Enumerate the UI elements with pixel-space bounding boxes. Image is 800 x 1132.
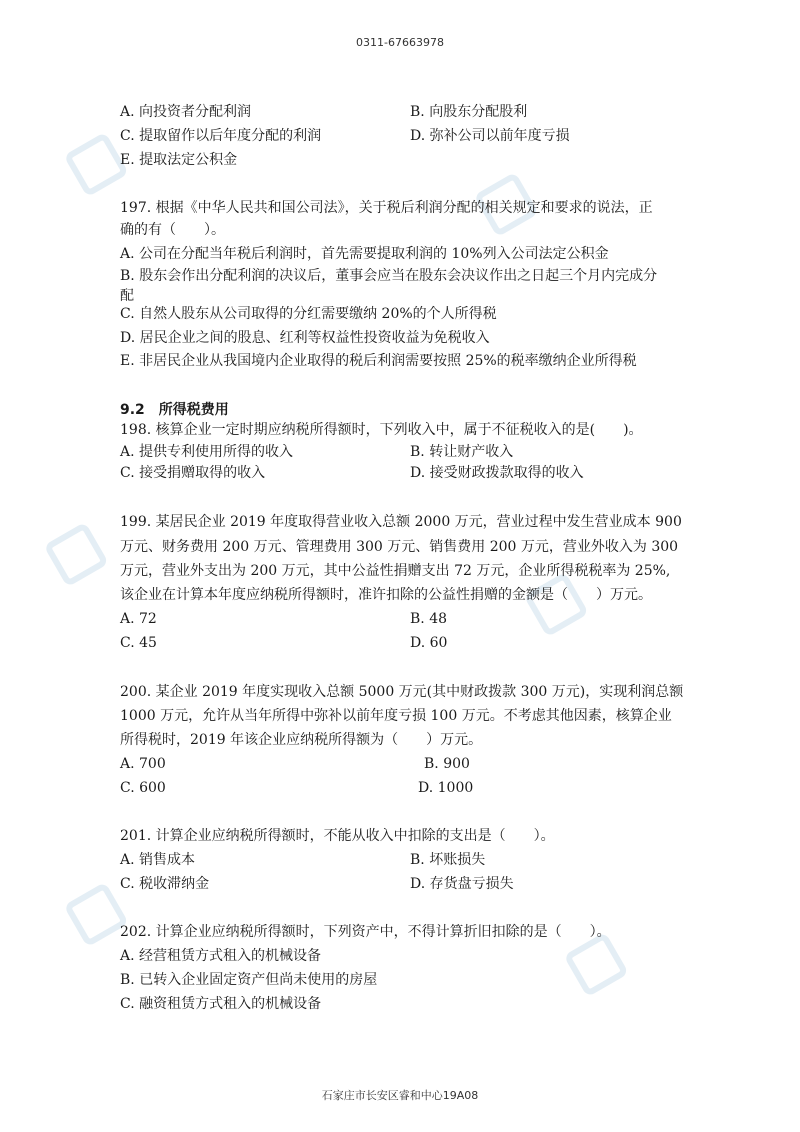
q202-option-c: C. 融资租赁方式租入的机械设备 [120,996,322,1012]
q198-option-c: C. 接受捐赠取得的收入 [120,465,266,481]
q196-option-e: E. 提取法定公积金 [120,152,238,168]
q197-option-c: C. 自然人股东从公司取得的分红需要缴纳 20%的个人所得税 [120,306,497,322]
q199-option-c: C. 45 [120,635,157,651]
q199-line1: 199. 某居民企业 2019 年度取得营业收入总额 2000 万元，营业过程中发生营业成本 900 [120,514,682,530]
q200-line1: 200. 某企业 2019 年度实现收入总额 5000 万元(其中财政拨款 300 万元)，实现利润总额 [120,684,684,700]
q199-option-b: B. 48 [410,611,448,627]
q200-option-c: C. 600 [120,780,166,796]
page-footer-address: 石家庄市长安区睿和中心19A08 [321,1089,479,1102]
q200-option-d: D. 1000 [418,780,474,796]
q197-option-d: D. 居民企业之间的股息、红利等权益性投资收益为免税收入 [120,330,490,346]
q202-option-a: A. 经营租赁方式租入的机械设备 [120,948,322,964]
q198-option-b: B. 转让财产收入 [410,444,514,460]
q197-stem-line2: 确的有（ ）。 [120,222,225,238]
q201-stem: 201. 计算企业应纳税所得额时，不能从收入中扣除的支出是（ ）。 [120,828,555,844]
q197-option-b-line1: B. 股东会作出分配利润的决议后，董事会应当在股东会决议作出之日起三个月内完成分 [120,268,658,284]
q202-option-b: B. 已转入企业固定资产但尚未使用的房屋 [120,972,378,988]
q202-stem: 202. 计算企业应纳税所得额时，下列资产中，不得计算折旧扣除的是（ ）。 [120,924,611,940]
q196-option-a: A. 向投资者分配利润 [120,104,252,120]
q198-stem: 198. 核算企业一定时期应纳税所得额时，下列收入中，属于不征税收入的是( )。 [120,422,643,438]
q197-option-a: A. 公司在分配当年税后利润时，首先需要提取利润的 10%列入公司法定公积金 [120,246,609,262]
q200-line2: 1000 万元，允许从当年所得中弥补以前年度亏损 100 万元。不考虑其他因素，核算企业 [120,708,672,724]
section-title: 9.2 所得税费用 [120,402,229,418]
q198-option-d: D. 接受财政拨款取得的收入 [410,465,584,481]
q201-option-b: B. 坏账损失 [410,852,486,868]
q197-option-b-line2: 配 [120,288,134,304]
q196-option-d: D. 弥补公司以前年度亏损 [410,128,570,144]
page-header-phone: 0311-67663978 [356,36,444,49]
watermark-logo [560,820,800,1011]
q199-line2: 万元、财务费用 200 万元、管理费用 300 万元、销售费用 200 万元，营业外收入为 300 [120,539,679,555]
q197-option-e: E. 非居民企业从我国境内企业取得的税后利润需要按照 25%的税率缴纳企业所得税 [120,353,637,369]
q197-stem-line1: 197. 根据《中华人民共和国公司法》，关于税后利润分配的相关规定和要求的说法，正 [120,200,653,216]
q201-option-a: A. 销售成本 [120,852,196,868]
q199-line4: 该企业在计算本年度应纳税所得额时，准许扣除的公益性捐赠的金额是（ ）万元。 [120,587,652,603]
q199-line3: 万元，营业外支出为 200 万元，其中公益性捐赠支出 72 万元，企业所得税税率为 25%, [120,563,671,579]
q198-option-a: A. 提供专利使用所得的收入 [120,444,294,460]
q200-line3: 所得税时，2019 年该企业应纳税所得额为（ ）万元。 [120,732,483,748]
q201-option-d: D. 存货盘亏损失 [410,876,514,892]
q196-option-b: B. 向股东分配股利 [410,104,528,120]
watermark-logo [470,60,730,251]
q200-option-b: B. 900 [424,756,470,772]
q199-option-d: D. 60 [410,635,448,651]
q200-option-a: A. 700 [120,756,166,772]
q201-option-c: C. 税收滞纳金 [120,876,210,892]
q199-option-a: A. 72 [120,611,157,627]
q196-option-c: C. 提取留作以后年度分配的利润 [120,128,322,144]
